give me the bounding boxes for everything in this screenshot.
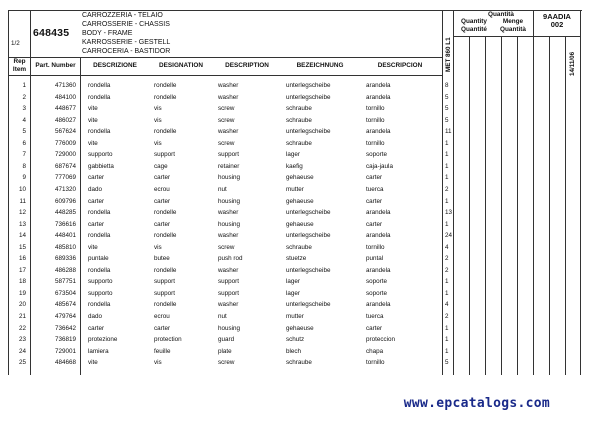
row-descrizione: vite — [88, 116, 98, 124]
row-rep: 21 — [18, 313, 26, 320]
row-description: nut — [218, 185, 227, 193]
qty-grid-line — [501, 36, 502, 375]
group-code: 648435 — [33, 27, 70, 39]
row-descripcion: proteccion — [366, 336, 396, 344]
row-designation: vis — [154, 139, 162, 147]
row-rep: 3 — [22, 105, 26, 113]
row-descripcion: tuerca — [366, 185, 384, 193]
row-quantity: 1 — [445, 324, 449, 332]
row-description: support — [218, 278, 240, 286]
row-descripcion: tornillo — [366, 359, 385, 367]
row-rep: 22 — [18, 324, 26, 332]
row-part-number: 486027 — [54, 116, 76, 124]
row-bezeichnung: schraube — [286, 116, 312, 124]
row-description: screw — [218, 139, 235, 147]
qty-it: Quantità — [500, 26, 526, 33]
parts-sheet — [8, 10, 582, 383]
row-bezeichnung: schraube — [286, 105, 312, 113]
row-descrizione: dado — [88, 313, 103, 320]
row-description: plate — [218, 347, 232, 355]
qty-de: Menge — [502, 18, 524, 25]
row-bezeichnung: gehaeuse — [286, 197, 314, 205]
qty-grid-line — [517, 36, 518, 375]
col-part-number: Part. Number — [35, 62, 76, 69]
row-bezeichnung: stuetze — [286, 255, 307, 263]
qty-fr: Quantité — [461, 26, 487, 33]
row-quantity: 4 — [445, 243, 449, 251]
row-quantity: 13 — [445, 209, 453, 217]
row-quantity: 1 — [445, 174, 449, 182]
row-designation: carter — [154, 220, 171, 228]
row-descrizione: carter — [88, 324, 105, 332]
row-part-number: 448285 — [54, 209, 76, 217]
row-rep: 4 — [22, 116, 26, 124]
row-rep: 25 — [18, 359, 26, 367]
row-descrizione: rondella — [88, 232, 111, 240]
row-descrizione: vite — [88, 139, 98, 147]
row-descripcion: carter — [366, 220, 383, 228]
row-part-number: 609796 — [54, 197, 76, 205]
row-description: push rod — [218, 255, 243, 263]
row-quantity: 1 — [445, 347, 449, 355]
row-quantity: 1 — [445, 151, 449, 159]
row-rep: 14 — [18, 232, 26, 240]
row-descripcion: carter — [366, 197, 383, 205]
qty-grid-line — [549, 36, 550, 375]
row-descripcion: caja-jaula — [366, 162, 393, 170]
row-designation: rondelle — [154, 93, 177, 101]
row-quantity: 2 — [445, 185, 449, 193]
row-part-number: 689336 — [54, 255, 76, 263]
row-rep: 1 — [22, 82, 26, 89]
row-designation: protection — [154, 336, 182, 344]
row-part-number: 729000 — [54, 151, 76, 159]
row-designation: rondelle — [154, 301, 177, 309]
row-descripcion: puntal — [366, 255, 384, 263]
row-description: support — [218, 289, 240, 297]
row-bezeichnung: mutter — [286, 185, 304, 193]
row-bezeichnung: gehaeuse — [286, 220, 314, 228]
row-rep: 10 — [18, 185, 26, 193]
row-rep: 17 — [18, 266, 26, 274]
model-col-line — [533, 10, 534, 375]
row-rep: 2 — [22, 93, 26, 101]
row-part-number: 471320 — [54, 185, 76, 193]
row-descrizione: vite — [88, 105, 98, 113]
qty-en: Quantity — [461, 18, 487, 25]
row-bezeichnung: kaefig — [286, 162, 303, 170]
row-rep: 18 — [18, 278, 26, 286]
col-description: DESCRIPTION — [225, 62, 269, 69]
row-description: washer — [218, 209, 239, 217]
catalog-line-en: BODY - FRAME — [82, 30, 133, 37]
row-designation: cage — [154, 162, 168, 170]
row-quantity: 5 — [445, 105, 449, 113]
row-descrizione: carter — [88, 220, 105, 228]
row-descrizione: supporto — [88, 151, 113, 159]
row-descripcion: arandela — [366, 128, 391, 136]
row-part-number: 736819 — [54, 336, 76, 344]
qty-grid-line — [485, 36, 486, 375]
row-description: washer — [218, 232, 239, 240]
pn-col-line — [80, 57, 81, 375]
row-quantity: 11 — [445, 128, 452, 136]
row-descripcion: arandela — [366, 209, 391, 217]
row-bezeichnung: gehaeuse — [286, 324, 314, 332]
row-descrizione: rondella — [88, 128, 111, 136]
row-bezeichnung: unterlegscheibe — [286, 209, 331, 217]
row-designation: vis — [154, 243, 162, 251]
model-sub: 002 — [550, 20, 564, 29]
row-rep: 6 — [22, 139, 26, 147]
row-part-number: 484668 — [54, 359, 76, 367]
row-quantity: 5 — [445, 116, 449, 124]
row-designation: support — [154, 289, 176, 297]
row-quantity: 2 — [445, 313, 449, 320]
row-part-number: 729001 — [54, 347, 76, 355]
row-description: housing — [218, 174, 241, 182]
row-part-number: 736642 — [54, 324, 76, 332]
row-rep: 15 — [18, 243, 26, 251]
row-description: housing — [218, 324, 241, 332]
row-descrizione: supporto — [88, 278, 113, 286]
row-descripcion: tornillo — [366, 105, 385, 113]
row-part-number: 448401 — [54, 232, 76, 240]
row-rep: 16 — [18, 255, 26, 263]
row-part-number: 479764 — [54, 313, 76, 320]
page-number: 1/2 — [11, 40, 20, 47]
row-part-number: 484100 — [54, 93, 76, 101]
row-part-number: 485674 — [54, 301, 76, 309]
row-description: screw — [218, 243, 235, 251]
row-descripcion: soporte — [366, 151, 388, 159]
row-descripcion: tuerca — [366, 313, 384, 320]
row-bezeichnung: unterlegscheibe — [286, 128, 331, 136]
row-descripcion: arandela — [366, 266, 391, 274]
row-description: housing — [218, 220, 241, 228]
row-descripcion: arandela — [366, 93, 391, 101]
row-rep: 11 — [19, 197, 26, 205]
row-bezeichnung: blech — [286, 347, 302, 355]
row-part-number: 448677 — [54, 105, 76, 113]
row-quantity: 4 — [445, 301, 449, 309]
row-descrizione: puntale — [88, 255, 109, 263]
row-designation: feuille — [154, 347, 171, 355]
row-description: retainer — [218, 162, 240, 170]
row-rep: 13 — [18, 220, 26, 228]
row-descrizione: vite — [88, 243, 98, 251]
row-descripcion: carter — [366, 324, 383, 332]
catalog-line-es: CARROCERIA - BASTIDOR — [82, 48, 171, 55]
row-descripcion: tornillo — [366, 139, 385, 147]
columns-divider — [8, 75, 442, 76]
row-descrizione: rondella — [88, 209, 111, 217]
row-description: washer — [218, 82, 239, 89]
qty-grid-line — [565, 36, 566, 375]
row-designation: butee — [154, 255, 170, 263]
row-description: screw — [218, 105, 235, 113]
row-rep: 12 — [18, 209, 26, 217]
row-part-number: 471360 — [54, 82, 76, 89]
row-designation: ecrou — [154, 313, 170, 320]
row-rep: 5 — [22, 128, 26, 136]
row-descrizione: rondella — [88, 266, 111, 274]
row-descripcion: tornillo — [366, 243, 385, 251]
row-quantity: 2 — [445, 255, 449, 263]
row-designation: rondelle — [154, 232, 177, 240]
row-quantity: 1 — [445, 197, 449, 205]
row-designation: vis — [154, 116, 162, 124]
row-description: nut — [218, 313, 227, 320]
row-quantity: 1 — [445, 220, 449, 228]
row-descrizione: supporto — [88, 289, 113, 297]
row-designation: carter — [154, 324, 171, 332]
row-description: washer — [218, 301, 239, 309]
right-border — [580, 10, 581, 375]
row-quantity: 24 — [445, 232, 453, 240]
row-rep: 8 — [22, 162, 26, 170]
row-designation: rondelle — [154, 209, 177, 217]
row-part-number: 485810 — [54, 243, 76, 251]
row-descrizione: gabbietta — [88, 162, 114, 170]
row-rep: 9 — [22, 174, 26, 182]
row-description: washer — [218, 266, 239, 274]
row-description: washer — [218, 93, 239, 101]
row-designation: ecrou — [154, 185, 170, 193]
row-descrizione: vite — [88, 359, 98, 367]
row-quantity: 5 — [445, 93, 449, 101]
row-descripcion: arandela — [366, 82, 391, 89]
row-part-number: 736616 — [54, 220, 76, 228]
catalog-line-de: KARROSSERIE - GESTELL — [82, 39, 171, 46]
model-code: 9AADIA — [543, 12, 571, 21]
row-designation: support — [154, 278, 176, 286]
row-descripcion: soporte — [366, 278, 388, 286]
row-quantity: 5 — [445, 359, 449, 367]
row-descrizione: rondella — [88, 93, 111, 101]
row-quantity: 2 — [445, 266, 449, 274]
row-bezeichnung: unterlegscheibe — [286, 301, 331, 309]
desc-end-line — [442, 10, 443, 375]
row-bezeichnung: lager — [286, 278, 301, 286]
row-description: screw — [218, 116, 235, 124]
catalog-line-it: CARROZZERIA - TELAIO — [82, 12, 163, 19]
row-descrizione: lamiera — [88, 347, 109, 355]
col-item: Item — [12, 66, 27, 73]
footer-url[interactable]: www.epcatalogs.com — [403, 396, 550, 411]
row-bezeichnung: schraube — [286, 243, 312, 251]
row-bezeichnung: schutz — [286, 336, 305, 344]
row-descripcion: arandela — [366, 301, 391, 309]
row-description: guard — [218, 336, 235, 344]
col-descrizione: DESCRIZIONE — [93, 62, 137, 69]
row-quantity: 1 — [445, 162, 449, 170]
header-divider — [8, 57, 442, 58]
row-part-number: 486288 — [54, 266, 76, 274]
row-quantity: 8 — [445, 82, 449, 89]
row-part-number: 673504 — [54, 289, 76, 297]
row-designation: rondelle — [154, 266, 177, 274]
row-bezeichnung: unterlegscheibe — [286, 93, 331, 101]
row-description: screw — [218, 359, 235, 367]
row-bezeichnung: unterlegscheibe — [286, 232, 331, 240]
row-part-number: 687674 — [54, 162, 76, 170]
row-descrizione: protezione — [88, 336, 118, 344]
qty-grid-line — [469, 36, 470, 375]
row-description: washer — [218, 128, 239, 136]
row-bezeichnung: unterlegscheibe — [286, 82, 331, 89]
row-part-number: 776009 — [54, 139, 76, 147]
row-descrizione: carter — [88, 174, 105, 182]
row-part-number: 777069 — [54, 174, 76, 182]
row-designation: carter — [154, 174, 171, 182]
row-bezeichnung: unterlegscheibe — [286, 266, 331, 274]
row-quantity: 1 — [445, 139, 449, 147]
row-descripcion: carter — [366, 174, 383, 182]
row-bezeichnung: schraube — [286, 359, 312, 367]
issue-date: 14/11/06 — [569, 51, 576, 76]
row-designation: rondelle — [154, 82, 177, 89]
row-bezeichnung: lager — [286, 151, 301, 159]
row-bezeichnung: mutter — [286, 313, 304, 320]
row-rep: 19 — [18, 289, 26, 297]
row-rep: 24 — [18, 347, 26, 355]
row-quantity: 1 — [445, 336, 449, 344]
col-bezeichnung: BEZEICHNUNG — [296, 62, 344, 69]
row-designation: vis — [154, 359, 162, 367]
row-descrizione: rondella — [88, 82, 111, 89]
row-descrizione: rondella — [88, 301, 111, 309]
row-designation: support — [154, 151, 176, 159]
row-rep: 20 — [18, 301, 26, 309]
met-label: MET 860 L1 — [445, 37, 452, 72]
row-rep: 23 — [18, 336, 26, 344]
row-bezeichnung: lager — [286, 289, 301, 297]
col-rep: Rep — [13, 58, 26, 65]
row-designation: vis — [154, 105, 162, 113]
row-descripcion: tornillo — [366, 116, 385, 124]
catalog-line-fr: CARROSSERIE - CHASSIS — [82, 21, 170, 28]
row-quantity: 1 — [445, 278, 449, 286]
row-part-number: 567624 — [54, 128, 76, 136]
row-part-number: 587751 — [54, 278, 76, 286]
row-bezeichnung: gehaeuse — [286, 174, 314, 182]
row-descrizione: carter — [88, 197, 105, 205]
row-descripcion: soporte — [366, 289, 388, 297]
row-designation: carter — [154, 197, 171, 205]
qty-title: Quantità — [488, 11, 514, 18]
col-descripcion: DESCRIPCION — [377, 62, 423, 69]
row-rep: 7 — [22, 151, 26, 159]
row-descripcion: arandela — [366, 232, 391, 240]
row-description: support — [218, 151, 240, 159]
row-designation: rondelle — [154, 128, 177, 136]
row-descripcion: chapa — [366, 347, 384, 355]
col-designation: DESIGNATION — [159, 62, 203, 69]
row-descrizione: dado — [88, 185, 103, 193]
row-bezeichnung: schraube — [286, 139, 312, 147]
row-description: housing — [218, 197, 241, 205]
row-quantity: 1 — [445, 289, 449, 297]
